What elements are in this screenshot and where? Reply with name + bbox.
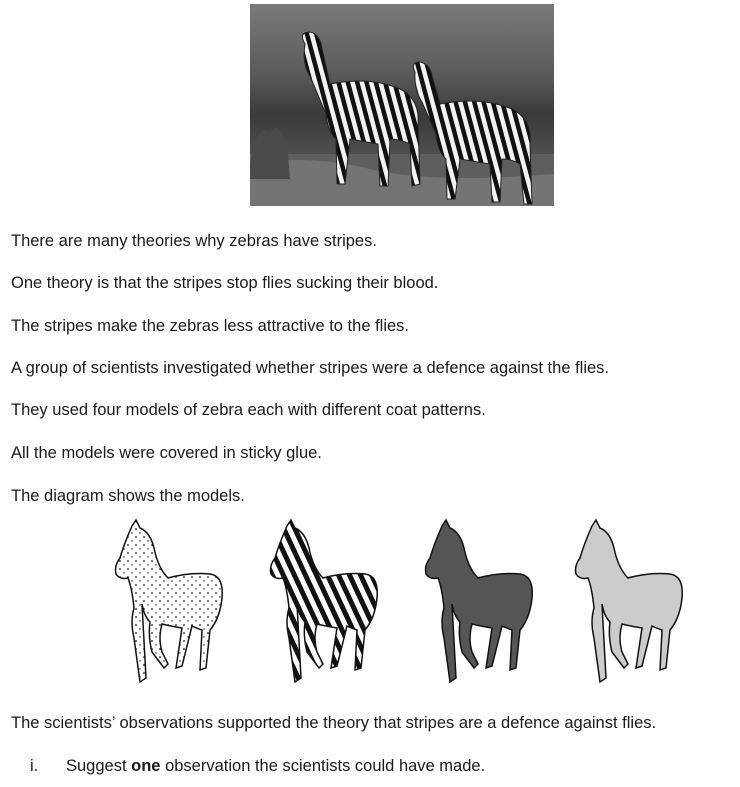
question-emphasis: one [131, 757, 161, 775]
paragraph-5: They used four models of zebra each with different coat patterns. [11, 401, 486, 419]
model-light [576, 520, 683, 682]
paragraph-7: The diagram shows the models. [11, 487, 245, 505]
zebra-models-diagram [100, 518, 700, 693]
question-text-after: observation the scientists could have made. [160, 757, 486, 775]
paragraph-2: One theory is that the stripes stop flies sucking their blood. [11, 274, 439, 292]
question-number: i. [30, 757, 39, 775]
paragraph-8: The scientists’ observations supported the theory that stripes are a defence against flies. [11, 714, 657, 732]
paragraph-4: A group of scientists investigated whether stripes were a defence against the flies. [11, 359, 610, 377]
question-text-before: Suggest [66, 757, 132, 775]
paragraph-6: All the models were covered in sticky glue. [11, 444, 322, 462]
paragraph-1: There are many theories why zebras have stripes. [11, 232, 377, 250]
paragraph-3: The stripes make the zebras less attractive to the flies. [11, 317, 410, 335]
model-striped [271, 520, 378, 682]
model-dark [426, 520, 533, 682]
zebra-photo-image [250, 4, 554, 206]
model-spotted [116, 520, 223, 682]
zebra-photo [250, 4, 554, 206]
question-i [30, 756, 485, 776]
